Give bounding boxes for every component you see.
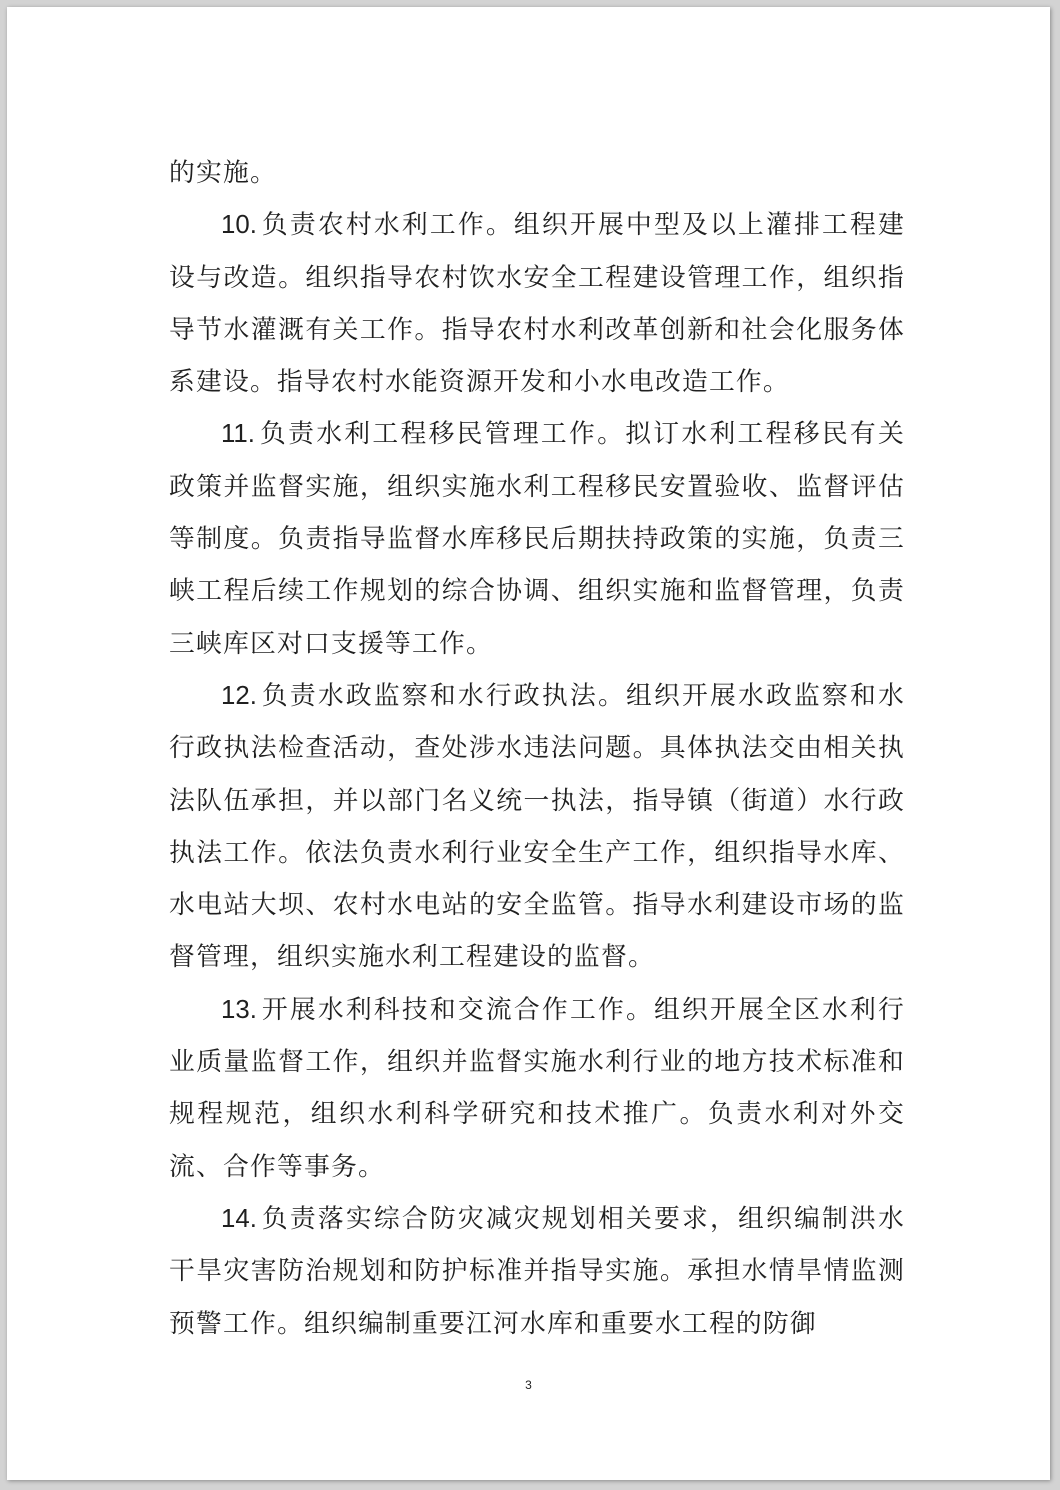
paragraph-number: 10. xyxy=(221,211,257,240)
paragraph-13 xyxy=(169,984,905,1193)
paragraph-11 xyxy=(169,408,905,669)
paragraph-text: 负责落实综合防灾减灾规划相关要求，组织编制洪水干旱灾害防治规划和防护标准并指导实施。承担水情旱情监测预警工作。组织编制重要江河水库和重要水工程的防御 xyxy=(169,1203,905,1339)
paragraph-14 xyxy=(169,1193,905,1350)
paragraph-text: 开展水利科技和交流合作工作。组织开展全区水利行业质量监督工作，组织并监督实施水利行业的地方技术标准和规程规范，组织水利科学研究和技术推广。负责水利对外交流、合作等事务。 xyxy=(169,994,905,1182)
paragraph-10 xyxy=(169,199,905,408)
paragraph-number: 12. xyxy=(221,681,257,710)
document-page xyxy=(7,7,1050,1480)
paragraph-number: 14. xyxy=(221,1204,257,1233)
continuation-line: 的实施。 xyxy=(169,158,277,188)
paragraph-text: 负责农村水利工作。组织开展中型及以上灌排工程建设与改造。组织指导农村饮水安全工程建设管理工作，组织指导节水灌溉有关工作。指导农村水利改革创新和社会化服务体系建设。指导农村水能资源开发和小水电改造工作。 xyxy=(169,210,905,398)
paragraph-number: 11. xyxy=(221,420,255,449)
body-text xyxy=(169,147,905,1350)
paragraph-text: 负责水政监察和水行政执法。组织开展水政监察和水行政执法检查活动，查处涉水违法问题。具体执法交由相关执法队伍承担，并以部门名义统一执法，指导镇（街道）水行政执法工作。依法负责水利行业安全生产工作，组织指导水库、水电站大坝、农村水电站的安全监管。指导水利建设市场的监督管理，组织实施水利工程建设的监督。 xyxy=(169,680,905,973)
paragraph-12 xyxy=(169,670,905,984)
paragraph-number: 13. xyxy=(221,995,257,1024)
page-number: 3 xyxy=(525,1378,532,1392)
paragraph-text: 负责水利工程移民管理工作。拟订水利工程移民有关政策并监督实施，组织实施水利工程移民安置验收、监督评估等制度。负责指导监督水库移民后期扶持政策的实施，负责三峡工程后续工作规划的综合协调、组织实施和监督管理，负责三峡库区对口支援等工作。 xyxy=(169,419,905,659)
